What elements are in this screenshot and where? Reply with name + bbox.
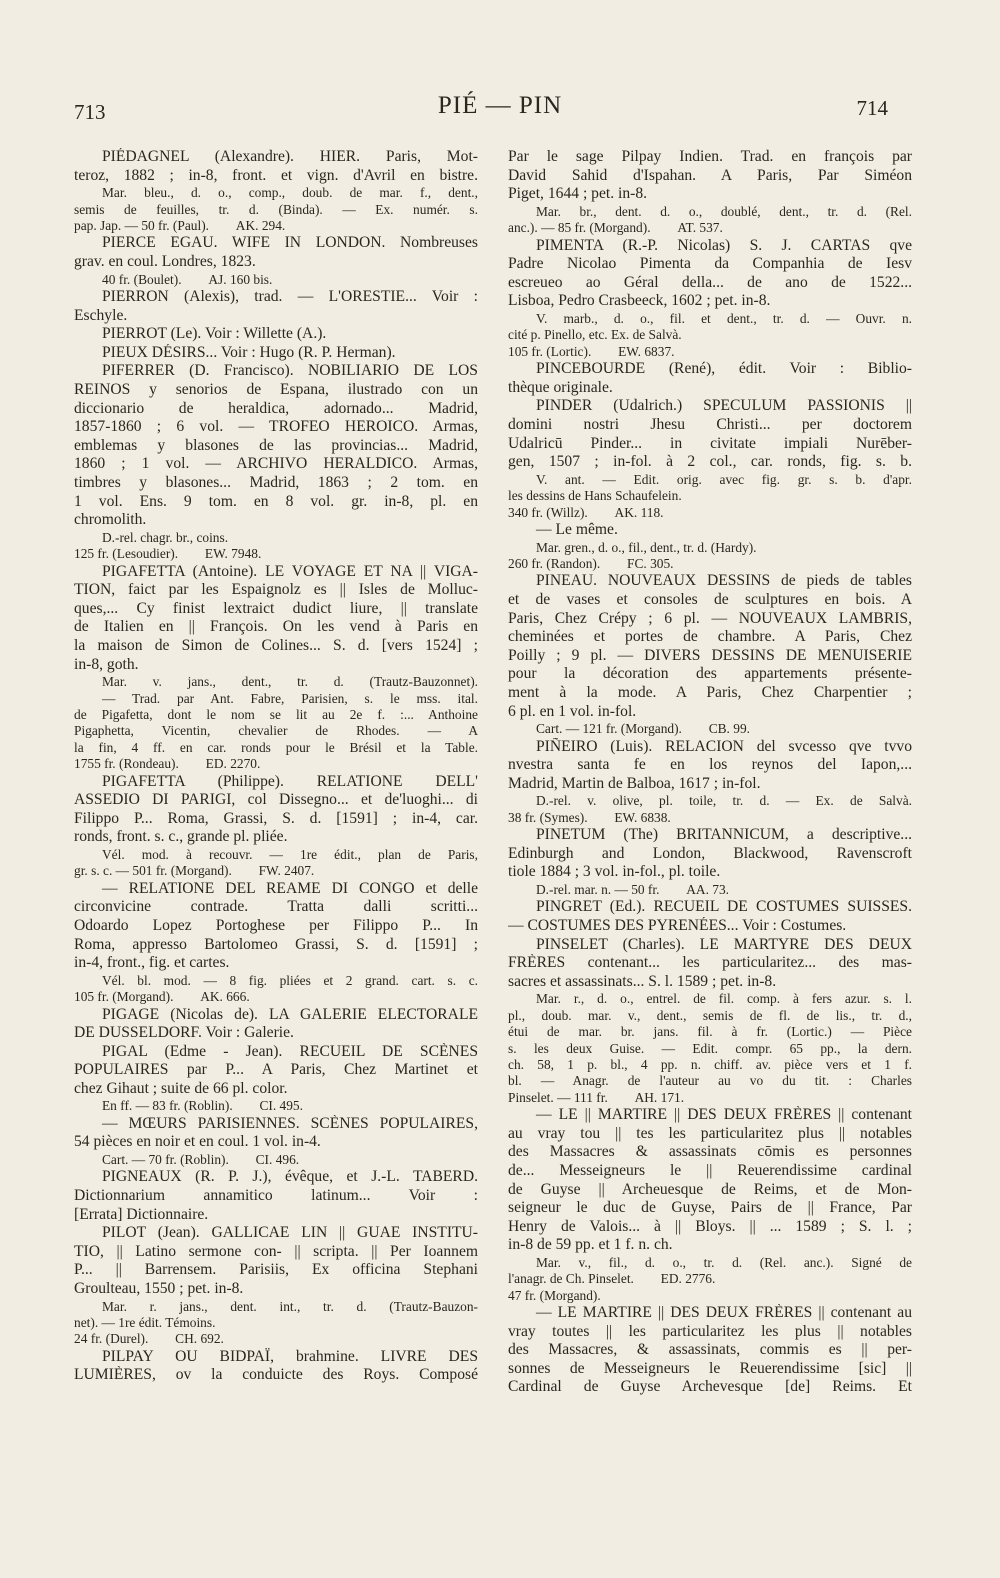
catalogue-entry	[74, 773, 478, 880]
entry-line: Edinburgh and London, Blackwood, Ravenscroft	[508, 844, 912, 862]
entry-line: PINEAU. NOUVEAUX DESSINS de pieds de tables	[536, 572, 912, 590]
entry-line: Dictionnarium annamitico latinum... Voir :	[74, 1187, 478, 1205]
entry-line: DE DUSSELDORF. Voir : Galerie.	[74, 1024, 294, 1042]
entry-line: ASSEDIO DI PARIGI, col Dissegno... et de'luoghi... di	[74, 791, 478, 809]
entry-line: Vél. bl. mod. — 8 fig. pliées et 2 grand. cart. s. c.	[102, 972, 478, 988]
entry-line: des Massacres, & assassinats, commis es || per-	[508, 1341, 912, 1359]
catalogue-entry	[74, 344, 478, 363]
entry-line: PIGAL (Edme - Jean). RECUEIL DE SCÈNES	[102, 1042, 478, 1060]
entry-line: Henry de Valois... à || Bloys. || ... 1589 ; S. l. ;	[508, 1217, 912, 1235]
catalogue-entry	[74, 234, 478, 288]
entry-line: 1860 ; 1 vol. — ARCHIVO HERALDICO. Armas,	[74, 455, 478, 473]
entry-line: PINCEBOURDE (René), édit. Voir : Biblio-	[536, 360, 912, 378]
entry-line: de Italien en || François. On les vend à Paris en	[74, 618, 478, 636]
entry-line: PIÑEIRO (Luis). RELACION del svcesso qve tvvo	[536, 737, 912, 755]
entry-line: 47 fr. (Morgand).	[508, 1287, 601, 1303]
entry-line: PIGAGE (Nicolas de). LA GALERIE ELECTORALE	[102, 1005, 478, 1023]
entry-line: Mar. bleu., d. o., comp., doub. de mar. f., dent.,	[102, 185, 478, 201]
catalogue-entry	[74, 1168, 478, 1224]
catalogue-entry	[74, 1224, 478, 1348]
left-column	[74, 148, 478, 1385]
entry-line: Mar. r. jans., dent. int., tr. d. (Trautz-Bauzon-	[102, 1298, 478, 1314]
entry-line: ment à la mode. A Paris, Chez Charpentier ;	[508, 683, 912, 701]
entry-line: des Massacres & assassinats cōmis es personnes	[508, 1143, 912, 1161]
entry-line: Groulteau, 1550 ; pet. in-8.	[74, 1280, 244, 1298]
entry-line: Mar. br., dent. d. o., doublé, dent., tr. d. (Rel.	[536, 203, 912, 219]
entry-line: étui de mar. br. jans. fil. à fr. (Lortic.) — Pièce	[508, 1024, 912, 1040]
entry-line: D.-rel. chagr. br., coins.	[102, 529, 229, 545]
entry-line: 105 fr. (Morgand). AK. 666.	[74, 989, 250, 1005]
right-page-number: 714	[856, 96, 888, 120]
entry-line: sonnes de Messeigneurs le Reuerendissime [sic] ||	[508, 1359, 912, 1377]
right-column	[508, 148, 912, 1397]
entry-line: V. marb., d. o., fil. et dent., tr. d. — Ouvr. n.	[536, 310, 912, 326]
entry-line: ronds, front. s. c., grande pl. pliée.	[74, 828, 288, 846]
entry-line: 340 fr. (Willz). AK. 118.	[508, 504, 664, 520]
entry-line: Mar. v., fil., d. o., tr. d. (Rel. anc.). Signé de	[536, 1254, 912, 1270]
entry-line: PIMENTA (R.-P. Nicolas) S. J. CARTAS qve	[536, 236, 912, 254]
entry-line: ques,... Cy finist lextraict dudict liure, || translate	[74, 599, 478, 617]
catalogue-entry	[508, 738, 912, 827]
catalogue-entry	[508, 826, 912, 898]
entry-line: TION, faict par les Espaignolz es || Isles de Molluc-	[74, 581, 478, 599]
entry-line: de Guyse || Archeuesque de Reims, et de Mon-	[508, 1180, 912, 1198]
catalogue-entry	[508, 936, 912, 1107]
catalogue-entry	[508, 360, 912, 397]
entry-line: cheminées et portes de chambre. A Paris, Chez	[508, 628, 912, 646]
entry-line: sacres et assassinats... S. l. 1589 ; pet. in-8.	[508, 972, 777, 990]
entry-line: thèque originale.	[508, 378, 613, 396]
entry-line: PILPAY OU BIDPAÏ, brahmine. LIVRE DES	[102, 1347, 478, 1365]
entry-line: emblemas y blasones de las provincias... Madrid,	[74, 436, 478, 454]
entry-line: POPULAIRES par P... A Paris, Chez Martinet et	[74, 1061, 478, 1079]
entry-line: 260 fr. (Randon). FC. 305.	[508, 555, 674, 571]
entry-line: 125 fr. (Lesoudier). EW. 7948.	[74, 546, 262, 562]
entry-line: l'anagr. de Ch. Pinselet. ED. 2776.	[508, 1271, 716, 1287]
entry-line: grav. en coul. Londres, 1823.	[74, 253, 256, 270]
entry-line: Roma, appresso Bartolomeo Grassi, S. d. [1591] ;	[74, 935, 478, 953]
entry-line: tiole 1884 ; 3 vol. in-fol., pl. toile.	[508, 863, 721, 881]
entry-line: 1 vol. Ens. 9 tom. en 8 vol. gr. in-8, pl. en	[74, 492, 478, 510]
entry-line: 38 fr. (Symes). EW. 6838.	[508, 809, 671, 825]
catalogue-entry	[74, 563, 478, 773]
entry-line: 105 fr. (Lortic). EW. 6837.	[508, 343, 675, 359]
entry-line: Pigaphetta, Vicentin, chevalier de Rhodes. — A	[74, 723, 478, 739]
entry-line: escreueo ao Géral della... de ano de 1522...	[508, 273, 912, 291]
entry-line: D.-rel. v. olive, pl. toile, tr. d. — Ex. de Salvà.	[536, 793, 912, 809]
entry-line: PINDER (Udalrich.) SPECULUM PASSIONIS ||	[536, 397, 912, 415]
entry-line: ch. 58, 1 p. bl., 4 pp. n. chiff. av. pièce vers et 1 f.	[508, 1056, 912, 1072]
entry-line: — COSTUMES DES PYRENÉES... Voir : Costumes.	[508, 916, 847, 934]
entry-line: seigneur le duc de Guyse, Pairs de || France, Par	[508, 1199, 912, 1217]
entry-line: Cart. — 121 fr. (Morgand). CB. 99.	[536, 721, 750, 737]
entry-line: la maison de Simon de Colines... S. d. [vers 1524] ;	[74, 636, 478, 654]
catalogue-entry	[508, 397, 912, 521]
entry-line: circonvicine contrade. Tratta dalli scritti...	[74, 898, 478, 916]
entry-line: — MŒURS PARISIENNES. SCÈNES POPULAIRES,	[102, 1114, 478, 1132]
catalogue-entry	[74, 880, 478, 1006]
entry-line: PIEUX DÉSIRS... Voir : Hugo (R. P. Herman).	[102, 343, 396, 361]
entry-line: gr. s. c. — 501 fr. (Morgand). FW. 2407.	[74, 863, 315, 879]
entry-line: gen, 1507 ; in-fol. à 2 col., car. ronds, fig. s. b.	[508, 453, 912, 471]
entry-line: TIO, || Latino sermone con- || scripta. || Per Ioannem	[74, 1242, 478, 1260]
entry-line: Mar. gren., d. o., fil., dent., tr. d. (Hardy).	[536, 539, 757, 555]
entry-line: En ff. — 83 fr. (Roblin). CI. 495.	[102, 1098, 303, 1114]
entry-line: 6 pl. en 1 vol. in-fol.	[508, 702, 637, 720]
entry-line: Eschyle.	[74, 306, 128, 324]
catalogue-entry	[508, 521, 912, 572]
entry-line: PIGAFETTA (Philippe). RELATIONE DELL'	[102, 772, 478, 790]
entry-line: de Pigafetta, dont le nom se lit au 2e f. :... Anthoine	[74, 706, 478, 722]
entry-line: chez Gihaut ; suite de 66 pl. color.	[74, 1079, 288, 1097]
entry-line: PINETUM (The) BRITANNICUM, a descriptive...	[536, 826, 912, 844]
entry-line: in-4, front., fig. et cartes.	[74, 954, 230, 972]
entry-line: D.-rel. mar. n. — 50 fr. AA. 73.	[536, 881, 730, 897]
catalogue-entry	[74, 1348, 478, 1385]
entry-line: 40 fr. (Boulet). AJ. 160 bis.	[102, 271, 273, 287]
entry-line: et de vases et consoles de sculptures en bois. A	[508, 590, 912, 608]
entry-line: nvestra santa fe en los reynos del Iapon,...	[508, 756, 912, 774]
entry-line: PIERCE EGAU. WIFE IN LONDON. Nombreuses	[102, 234, 478, 252]
entry-line: in-8 de 59 pp. et 1 f. n. ch.	[508, 1236, 673, 1254]
entry-line: Mar. v. jans., dent., tr. d. (Trautz-Bauzonnet).	[102, 674, 478, 690]
entry-line: PIÉDAGNEL (Alexandre). HIER. Paris, Mot-	[102, 148, 478, 165]
entry-line: PIGAFETTA (Antoine). LE VOYAGE ET NA || VIGA-	[102, 562, 478, 580]
entry-line: Odoardo Lopez Portoghese per Filippo P... In	[74, 916, 478, 934]
entry-line: V. ant. — Edit. orig. avec fig. gr. s. b. d'apr.	[536, 471, 912, 487]
entry-line: PINGRET (Ed.). RECUEIL DE COSTUMES SUISSES.	[536, 898, 912, 916]
catalogue-entry	[508, 1106, 912, 1304]
entry-line: 54 pièces en noir et en coul. 1 vol. in-4.	[74, 1133, 321, 1151]
entry-line: in-8, goth.	[74, 655, 139, 673]
entry-line: 1857-1860 ; 6 vol. — TROFEO HEROICO. Armas,	[74, 418, 478, 436]
entry-line: LUMIÈRES, ov la conduicte des Roys. Composé	[74, 1366, 478, 1384]
entry-line: David Sahid d'Ispahan. A Paris, Par Siméon	[508, 166, 912, 184]
entry-line: Poilly ; 9 pl. — DIVERS DESSINS DE MENUISERIE	[508, 646, 912, 664]
entry-line: pap. Jap. — 50 fr. (Paul). AK. 294.	[74, 218, 286, 233]
entry-line: domini nostri Jhesu Christi... per doctorem	[508, 415, 912, 433]
catalogue-entry	[74, 1043, 478, 1115]
entry-line: chromolith.	[74, 511, 147, 529]
entry-line: teroz, 1882 ; in-8, front. et vign. d'Avril en bistre.	[74, 166, 478, 184]
entry-line: cité p. Pinello, etc. Ex. de Salvà.	[508, 327, 682, 343]
entry-line: timbres y blasones... Madrid, 1863 ; 2 tom. en	[74, 473, 478, 491]
entry-line: Filippo P... Roma, Grassi, S. d. [1591] ; in-4, car.	[74, 809, 478, 827]
entry-line: 1755 fr. (Rondeau). ED. 2270.	[74, 756, 261, 772]
entry-line: 24 fr. (Durel). CH. 692.	[74, 1331, 224, 1347]
entry-line: les dessins de Hans Schaufelein.	[508, 488, 682, 504]
catalogue-entry	[74, 362, 478, 562]
catalogue-entry	[74, 1115, 478, 1169]
entry-line: Udalricū Pinder... in civitate impiali Nurēber-	[508, 434, 912, 452]
entry-line: — Le même.	[536, 520, 618, 538]
entry-line: FRÈRES contenant... les particularitez... des mas-	[508, 954, 912, 972]
catalogue-entry	[74, 325, 478, 344]
entry-line: de... Messeigneurs le || Reuerendissime cardinal	[508, 1161, 912, 1179]
entry-line: PIFERRER (D. Francisco). NOBILIARIO DE LOS	[102, 362, 478, 380]
entry-line: — LE || MARTIRE || DES DEUX FRÈRES || contenant	[536, 1106, 912, 1124]
entry-line: Pinselet. — 111 fr. AH. 171.	[508, 1089, 685, 1105]
entry-line: Paris, Chez Crépy ; 6 pl. — NOUVEAUX LAMBRIS,	[508, 609, 912, 627]
entry-line: Par le sage Pilpay Indien. Trad. en françois par	[508, 148, 912, 165]
entry-line: Madrid, Martin de Balboa, 1617 ; in-fol.	[508, 774, 761, 792]
entry-line: Cart. — 70 fr. (Roblin). CI. 496.	[102, 1152, 300, 1168]
entry-line: PIGNEAUX (R. P. J.), évêque, et J.-L. TABERD.	[102, 1168, 478, 1186]
entry-line: Vél. mod. à recouvr. — 1re édit., plan de Paris,	[102, 846, 478, 862]
entry-line: Piget, 1644 ; pet. in-8.	[508, 185, 648, 203]
entry-line: Padre Nicolao Pimenta da Companhia de Iesv	[508, 255, 912, 273]
entry-line: semis de feuilles, tr. d. (Binda). — Ex. numér. s.	[74, 201, 478, 217]
entry-line: diccionario de heraldica, adornado... Madrid,	[74, 399, 478, 417]
entry-line: net). — 1re édit. Témoins.	[74, 1315, 216, 1331]
entry-line: pl., doub. mar. v., dent., semis de fl. de lis., tr. d.,	[508, 1007, 912, 1023]
entry-line: bl. — Anagr. de l'auteur au vo du tit. : Charles	[508, 1073, 912, 1089]
catalogue-entry	[508, 237, 912, 361]
entry-line: la fin, 4 ff. en car. ronds pour le Brésil et la Table.	[74, 739, 478, 755]
entry-line: Cardinal de Guyse Archevesque [de] Reims. Et	[508, 1378, 912, 1396]
left-page-number: 713	[74, 100, 106, 124]
entry-line: REINOS y senorios de Espana, ilustrado con un	[74, 380, 478, 398]
running-header: PIÉ — PIN	[437, 92, 563, 119]
entry-line: PINSELET (Charles). LE MARTYRE DES DEUX	[536, 935, 912, 953]
entry-line: PIERRON (Alexis), trad. — L'ORESTIE... Voir :	[102, 288, 478, 305]
catalogue-entry	[508, 148, 912, 237]
entry-line: anc.). — 85 fr. (Morgand). AT. 537.	[508, 220, 723, 236]
entry-line: pour la décoration des appartements présente-	[508, 665, 912, 683]
catalogue-entry	[74, 148, 478, 234]
catalogue-entry	[74, 1006, 478, 1043]
entry-line: Lisboa, Pedro Crasbeeck, 1602 ; pet. in-8.	[508, 292, 771, 310]
catalogue-entry	[74, 288, 478, 325]
entry-line: au vray tou || tes les particularitez plus || notables	[508, 1124, 912, 1142]
entry-line: P... || Barrensem. Parisiis, Ex officina Stephani	[74, 1261, 478, 1279]
catalogue-entry	[508, 898, 912, 935]
entry-line: — LE MARTIRE || DES DEUX FRÈRES || contenant au	[536, 1304, 912, 1322]
entry-line: PIERROT (Le). Voir : Willette (A.).	[102, 325, 327, 343]
catalogue-entry	[508, 572, 912, 737]
entry-line: s. les deux Guise. — Edit. compr. 65 pp., la dern.	[508, 1040, 912, 1056]
entry-line: — Trad. par Ant. Fabre, Parisien, s. le mss. ital.	[102, 690, 478, 706]
catalogue-entry	[508, 1304, 912, 1397]
entry-line: [Errata] Dictionnaire.	[74, 1205, 209, 1223]
entry-line: vray toutes || les particularitez les plus || notables	[508, 1322, 912, 1340]
entry-line: PILOT (Jean). GALLICAE LIN || GUAE INSTITU-	[102, 1224, 478, 1242]
entry-line: Mar. r., d. o., entrel. de fil. comp. à fers azur. s. l.	[536, 991, 912, 1007]
entry-line: — RELATIONE DEL REAME DI CONGO et delle	[102, 879, 478, 897]
